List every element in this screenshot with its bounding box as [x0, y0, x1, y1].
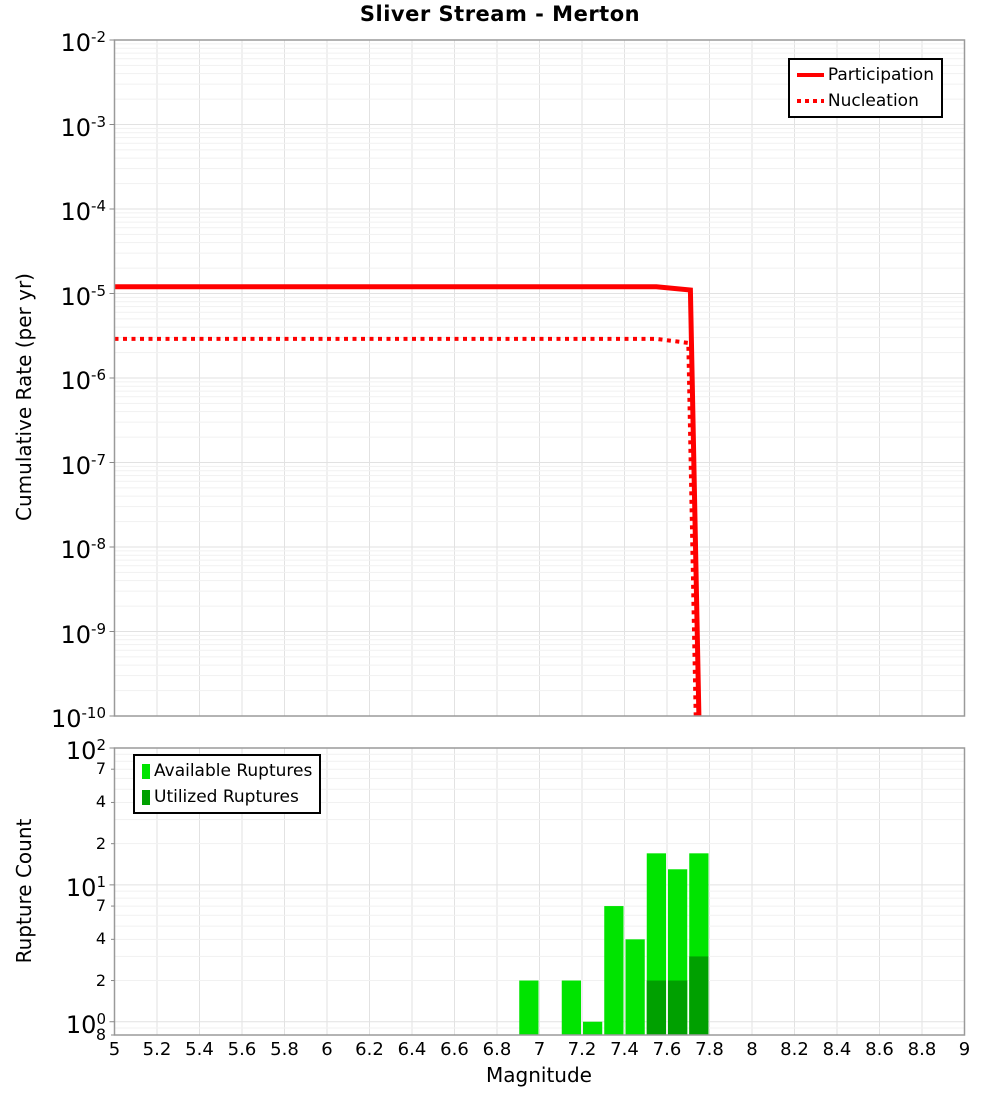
- bottom-y-minor-tick-label: 8: [95, 1025, 106, 1044]
- bottom-y-minor-tick-label: 2: [95, 833, 106, 853]
- x-tick-label: 7.4: [610, 1039, 639, 1060]
- bottom-y-minor-tick-label: 4: [95, 792, 106, 812]
- x-axis-title: Magnitude: [486, 1063, 592, 1087]
- top-y-tick-label: $10^{-8}$: [60, 535, 106, 564]
- x-tick-label: 6.2: [355, 1039, 384, 1060]
- utilized-ruptures-bar: [689, 956, 708, 1035]
- top-y-tick-label: $10^{-2}$: [60, 28, 106, 57]
- available-ruptures-bar: [562, 981, 581, 1035]
- x-tick-label: 6.4: [397, 1039, 427, 1060]
- x-tick-label: 6.8: [482, 1039, 512, 1060]
- x-tick-label: 5: [108, 1039, 121, 1060]
- bottom-y-axis-title: Rupture Count: [12, 818, 36, 964]
- x-tick-label: 8: [746, 1039, 758, 1060]
- bottom-y-minor-tick-label: 2: [95, 970, 106, 990]
- rupture-legend: [133, 754, 321, 814]
- x-tick-label: 5.8: [270, 1039, 299, 1060]
- x-tick-label: 5.4: [185, 1039, 214, 1060]
- available-ruptures-bar: [519, 981, 538, 1035]
- x-tick-label: 8.2: [780, 1039, 809, 1060]
- rate-legend: [788, 58, 943, 118]
- nucleation-curve: [115, 339, 696, 716]
- utilized-ruptures-legend-label: Utilized Ruptures: [154, 787, 299, 807]
- x-tick-label: 5.2: [142, 1039, 172, 1060]
- x-tick-label: 7.6: [652, 1039, 682, 1060]
- nucleation-line-swatch: [797, 99, 824, 103]
- bottom-y-minor-tick-label: 7: [95, 759, 106, 779]
- top-y-tick-label: $10^{-7}$: [60, 450, 106, 480]
- bottom-y-tick-label: $10^2$: [65, 736, 106, 765]
- top-y-tick-label: $10^{-3}$: [60, 112, 106, 142]
- available-ruptures-legend-label: Available Ruptures: [154, 761, 313, 781]
- legend-row-available: [142, 758, 312, 784]
- x-tick-label: 8.4: [822, 1039, 852, 1060]
- participation-legend-label: Participation: [827, 65, 934, 85]
- bottom-y-minor-tick-label: 7: [95, 896, 106, 916]
- legend-row-nucleation: [797, 88, 934, 114]
- top-y-tick-label: $10^{-6}$: [60, 366, 106, 395]
- available-ruptures-bar: [583, 1022, 602, 1035]
- utilized-ruptures-bar: [647, 981, 666, 1035]
- x-tick-label: 8.6: [865, 1039, 894, 1060]
- nucleation-legend-label: Nucleation: [827, 91, 919, 111]
- top-y-tick-label: $10^{-10}$: [50, 704, 106, 733]
- bottom-y-tick-label: $10^1$: [65, 872, 106, 902]
- x-tick-label: 6.6: [440, 1039, 469, 1060]
- x-tick-label: 7: [533, 1039, 546, 1060]
- bottom-y-tick-label: $10^0$: [65, 1009, 106, 1039]
- x-tick-label: 6: [321, 1039, 333, 1060]
- bottom-y-minor-tick-label: 4: [95, 929, 106, 949]
- utilized-ruptures-bar: [668, 981, 687, 1035]
- legend-row-utilized: [142, 784, 312, 810]
- x-tick-label: 7.2: [567, 1039, 597, 1060]
- top-y-tick-label: $10^{-5}$: [60, 281, 106, 311]
- utilized-ruptures-swatch: [142, 790, 150, 805]
- available-ruptures-bar: [604, 906, 623, 1035]
- x-tick-label: 8.8: [907, 1039, 937, 1060]
- participation-curve: [115, 287, 699, 716]
- x-tick-label: 5.6: [227, 1039, 257, 1060]
- participation-line-swatch: [797, 73, 824, 77]
- legend-row-participation: [797, 62, 934, 88]
- top-y-axis-title: Cumulative Rate (per yr): [12, 273, 36, 521]
- x-tick-label: 9: [958, 1039, 971, 1060]
- available-ruptures-swatch: [142, 764, 150, 779]
- available-ruptures-bar: [626, 939, 645, 1035]
- chart-title: Sliver Stream - Merton: [359, 2, 641, 26]
- top-y-tick-label: $10^{-9}$: [60, 619, 106, 649]
- x-tick-label: 7.8: [695, 1039, 724, 1060]
- top-y-tick-label: $10^{-4}$: [60, 197, 106, 226]
